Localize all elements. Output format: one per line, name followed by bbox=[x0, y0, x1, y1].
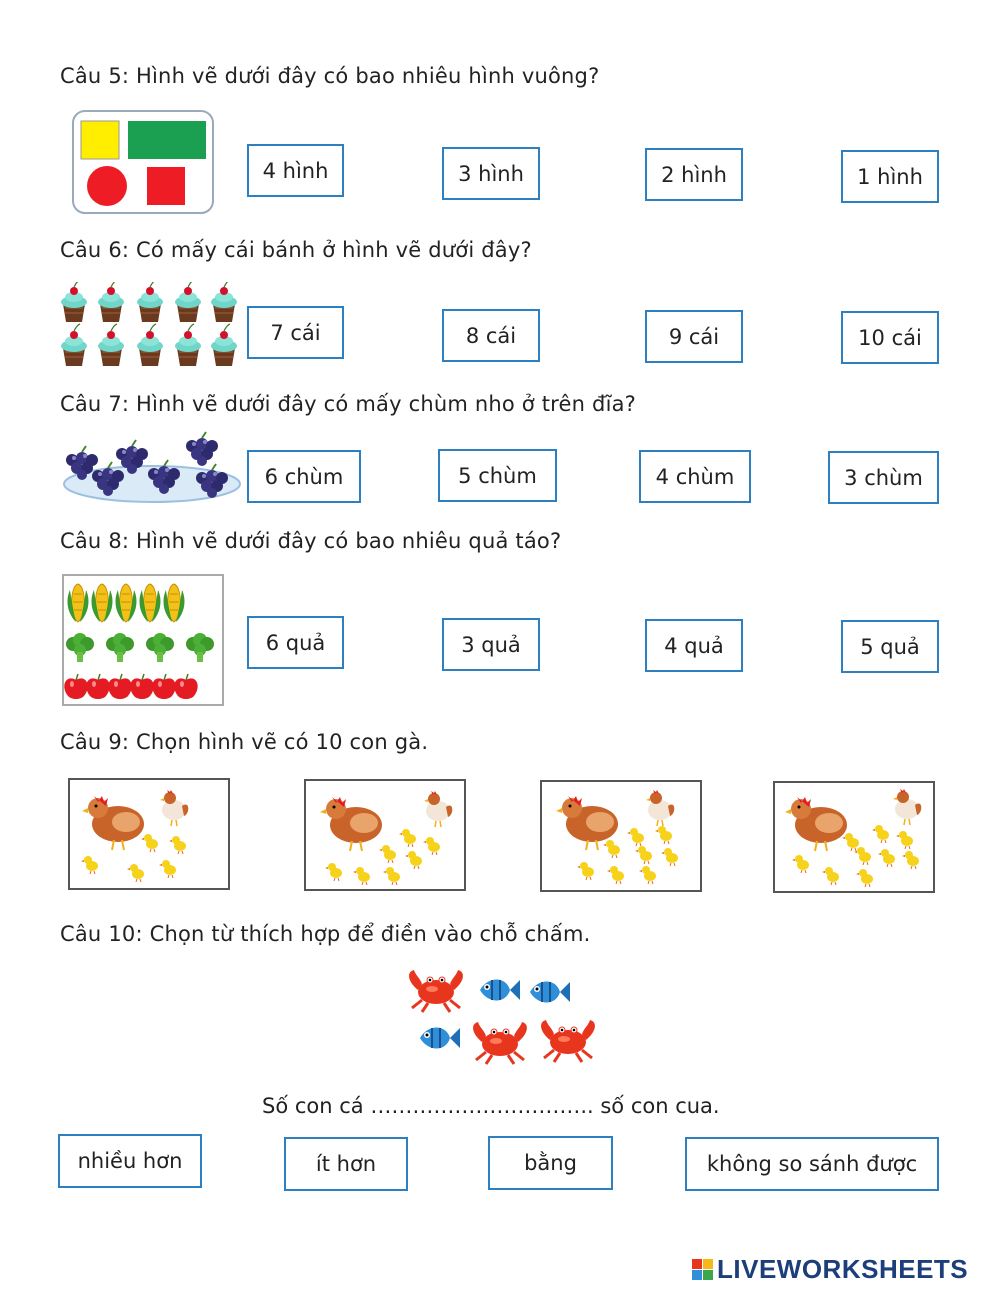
chick-icon bbox=[141, 834, 158, 852]
q5-option-4[interactable]: 1 hình bbox=[841, 150, 939, 203]
fish-icon bbox=[420, 1028, 460, 1049]
chick-icon bbox=[635, 846, 652, 864]
question-10: Câu 10: Chọn từ thích hợp để điền vào chỗ chấm. bbox=[60, 922, 591, 946]
cupcake-icon bbox=[98, 282, 124, 322]
cupcake-icon bbox=[98, 324, 124, 366]
cupcake-icon bbox=[137, 324, 163, 366]
chick-icon bbox=[325, 863, 342, 881]
question-9: Câu 9: Chọn hình vẽ có 10 con gà. bbox=[60, 730, 429, 754]
chick-icon bbox=[603, 840, 620, 858]
q8-option-2[interactable]: 3 quả bbox=[442, 618, 540, 671]
chickens-illustration bbox=[70, 780, 228, 888]
cupcake-icon bbox=[61, 282, 87, 322]
hen-icon bbox=[785, 797, 847, 851]
grape-bunch-icon bbox=[186, 432, 218, 466]
chicken-picture-option-2[interactable] bbox=[304, 779, 466, 891]
q10-option-4[interactable]: không so sánh được bbox=[685, 1137, 939, 1191]
crab-icon bbox=[541, 1020, 595, 1062]
q7-option-2[interactable]: 5 chùm bbox=[438, 449, 557, 502]
yellow-square bbox=[81, 121, 119, 159]
grapes-plate-picture bbox=[60, 430, 242, 506]
cupcake-icon bbox=[61, 324, 87, 366]
chick-icon bbox=[661, 848, 678, 866]
fish-icon bbox=[480, 980, 520, 1001]
cupcake-icon bbox=[211, 282, 237, 322]
q5-option-3[interactable]: 2 hình bbox=[645, 148, 743, 201]
hen-icon bbox=[320, 797, 382, 851]
green-rectangle bbox=[128, 121, 206, 159]
chick-icon bbox=[872, 825, 889, 843]
crab-icon bbox=[473, 1022, 527, 1064]
cupcakes-picture bbox=[58, 282, 242, 370]
chick-icon bbox=[423, 837, 440, 855]
fill-in-sentence: Số con cá ………………………….. số con cua. bbox=[262, 1094, 720, 1118]
rooster-icon bbox=[646, 790, 674, 826]
logo-text: LIVEWORKSHEETS bbox=[717, 1254, 969, 1284]
chick-icon bbox=[379, 845, 396, 863]
q10-option-2[interactable]: ít hơn bbox=[284, 1137, 408, 1191]
rooster-icon bbox=[893, 789, 921, 825]
chick-icon bbox=[856, 869, 873, 887]
chick-icon bbox=[607, 866, 624, 884]
q6-option-2[interactable]: 8 cái bbox=[442, 309, 540, 362]
crabs-fish-picture bbox=[402, 962, 606, 1072]
chick-icon bbox=[854, 847, 871, 865]
q8-option-3[interactable]: 4 quả bbox=[645, 619, 743, 672]
cupcake-icon bbox=[137, 282, 163, 322]
chick-icon bbox=[627, 828, 644, 846]
question-7: Câu 7: Hình vẽ dưới đây có mấy chùm nho ở trên đĩa? bbox=[60, 392, 637, 416]
q8-option-1[interactable]: 6 quả bbox=[247, 616, 344, 669]
chick-icon bbox=[896, 831, 913, 849]
q7-option-1[interactable]: 6 chùm bbox=[247, 450, 361, 503]
question-6: Câu 6: Có mấy cái bánh ở hình vẽ dưới đây? bbox=[60, 238, 532, 262]
chickens-illustration bbox=[775, 783, 933, 891]
chick-icon bbox=[655, 826, 672, 844]
chick-icon bbox=[169, 836, 186, 854]
shapes-picture bbox=[72, 110, 214, 214]
cupcake-icon bbox=[211, 324, 237, 366]
chick-icon bbox=[878, 849, 895, 867]
cupcake-icon bbox=[175, 324, 201, 366]
question-8: Câu 8: Hình vẽ dưới đây có bao nhiêu quả táo? bbox=[60, 529, 562, 553]
chick-icon bbox=[639, 866, 656, 884]
chick-icon bbox=[159, 860, 176, 878]
cupcake-icon bbox=[175, 282, 201, 322]
chick-icon bbox=[577, 862, 594, 880]
produce-picture bbox=[62, 574, 224, 706]
chicken-picture-option-1[interactable] bbox=[68, 778, 230, 890]
q8-option-4[interactable]: 5 quả bbox=[841, 620, 939, 673]
liveworksheets-logo[interactable] bbox=[692, 1254, 968, 1285]
q5-option-1[interactable]: 4 hình bbox=[247, 144, 344, 197]
q6-option-1[interactable]: 7 cái bbox=[247, 306, 344, 359]
rooster-icon bbox=[160, 790, 188, 826]
chick-icon bbox=[792, 855, 809, 873]
chicken-picture-option-4[interactable] bbox=[773, 781, 935, 893]
chick-icon bbox=[405, 851, 422, 869]
chick-icon bbox=[127, 864, 144, 882]
chickens-illustration bbox=[542, 782, 700, 890]
crab-icon bbox=[409, 970, 463, 1012]
chicken-picture-option-3[interactable] bbox=[540, 780, 702, 892]
chick-icon bbox=[399, 829, 416, 847]
q6-option-4[interactable]: 10 cái bbox=[841, 311, 939, 364]
chick-icon bbox=[81, 856, 98, 874]
q6-option-3[interactable]: 9 cái bbox=[645, 310, 743, 363]
q7-option-3[interactable]: 4 chùm bbox=[639, 450, 751, 503]
chick-icon bbox=[902, 851, 919, 869]
chick-icon bbox=[822, 867, 839, 885]
hen-icon bbox=[82, 796, 144, 850]
red-square bbox=[147, 167, 185, 205]
q7-option-4[interactable]: 3 chùm bbox=[828, 451, 939, 504]
chickens-illustration bbox=[306, 781, 464, 889]
q10-option-1[interactable]: nhiều hơn bbox=[58, 1134, 202, 1188]
question-5: Câu 5: Hình vẽ dưới đây có bao nhiêu hình vuông? bbox=[60, 64, 600, 88]
red-circle bbox=[87, 166, 127, 206]
chick-icon bbox=[353, 867, 370, 885]
chick-icon bbox=[383, 867, 400, 885]
q5-option-2[interactable]: 3 hình bbox=[442, 147, 540, 200]
liveworksheets-logo-icon bbox=[692, 1259, 713, 1280]
chick-icon bbox=[842, 833, 859, 851]
rooster-icon bbox=[424, 791, 452, 827]
fish-icon bbox=[530, 982, 570, 1003]
q10-option-3[interactable]: bằng bbox=[488, 1136, 613, 1190]
